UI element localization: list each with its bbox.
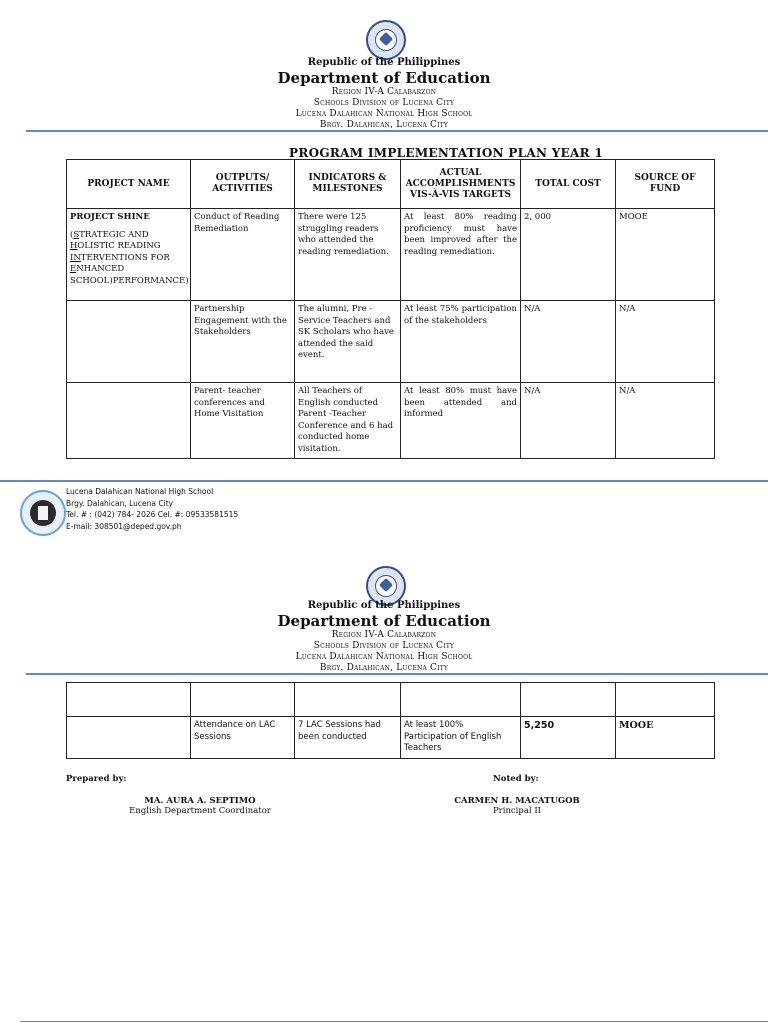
table-row	[67, 301, 715, 383]
activity-cell: Partnership Engagement with the Stakeholders	[191, 301, 295, 383]
plan-table-continued	[66, 682, 715, 759]
fund-cell: N/A	[616, 383, 715, 459]
empty-cell	[67, 717, 191, 759]
prepared-name: MA. AURA A. SEPTIMO	[144, 796, 256, 806]
activity-cell: Parent- teacher conferences and Home Visitation	[191, 383, 295, 459]
acronym-line: (STRATEGIC AND	[70, 229, 149, 240]
prepared-title: English Department Coordinator	[129, 806, 271, 816]
fund-cell: N/A	[616, 301, 715, 383]
accomplishment-cell: At least 100% Participation of English Teachers	[401, 717, 521, 759]
empty-cell	[67, 301, 191, 383]
division-text: Schools Division of Lucena City	[313, 98, 455, 108]
header-divider	[26, 130, 768, 132]
empty-cell	[191, 683, 295, 717]
acronym-line: HOLISTIC READING	[70, 241, 161, 251]
table-row	[67, 209, 715, 301]
cost-cell: N/A	[521, 301, 616, 383]
page1-letterhead	[0, 57, 768, 131]
address-text: Brgy. Dalahican, Lucena City	[319, 120, 449, 130]
department-title: Department of Education	[277, 612, 491, 630]
header-divider	[26, 673, 768, 675]
footer-address: Brgy. Dalahican, Lucena City	[66, 498, 174, 508]
prepared-label: Prepared by:	[66, 774, 127, 784]
page1-footer	[66, 486, 238, 532]
empty-cell	[67, 683, 191, 717]
activity-cell: Conduct of Reading Remediation	[191, 209, 295, 301]
school-text: Lucena Dalahican National High School	[295, 109, 473, 119]
region-text: Region IV-A Calabarzon	[331, 630, 437, 640]
col-header: PROJECT NAME	[67, 160, 191, 209]
accomplishment-cell: At least 75% participation of the stakeholders	[401, 301, 521, 383]
cost-cell: N/A	[521, 383, 616, 459]
region-text: Region IV-A Calabarzon	[331, 87, 437, 97]
fund-cell: MOOE	[616, 209, 715, 301]
table-row	[67, 383, 715, 459]
col-header: INDICATORS & MILESTONES	[295, 160, 401, 209]
col-header: TOTAL COST	[521, 160, 616, 209]
plan-table	[66, 159, 715, 459]
noted-signatory	[417, 796, 617, 816]
deped-seal-icon	[366, 20, 406, 60]
address-text: Brgy. Dalahican, Lucena City	[319, 663, 449, 673]
table-header-row	[67, 160, 715, 209]
division-text: Schools Division of Lucena City	[313, 641, 455, 651]
empty-cell	[616, 683, 715, 717]
col-header: SOURCE OF FUND	[616, 160, 715, 209]
empty-cell	[295, 683, 401, 717]
empty-cell	[401, 683, 521, 717]
acronym-line: SCHOOL)PERFORMANCE)	[70, 275, 189, 286]
plan-title: PROGRAM IMPLEMENTATION PLAN YEAR 1	[289, 146, 604, 160]
footer-email: E-mail: 308501@deped.gov.ph	[66, 521, 182, 531]
cost-cell: 5,250	[521, 717, 616, 759]
empty-cell	[521, 683, 616, 717]
footer-tel: Tel. # : (042) 784- 2026 Cel. #: 09533581515	[66, 510, 239, 519]
table-row	[67, 683, 715, 717]
acronym-line: ENHANCED	[70, 264, 125, 274]
indicator-cell: There were 125 struggling readers who attended the reading remediation.	[295, 209, 401, 301]
noted-label: Noted by:	[493, 774, 539, 784]
footer-school: Lucena Dalahican National High School	[66, 487, 214, 496]
empty-cell	[67, 383, 191, 459]
page2-letterhead	[0, 600, 768, 674]
table-row	[67, 717, 715, 759]
accomplishment-cell: At least 80% reading proficiency must have been improved after the reading remediation.	[401, 209, 521, 301]
bottom-divider	[20, 1021, 768, 1022]
acronym-line: INTERVENTIONS FOR	[70, 252, 170, 263]
indicator-cell: All Teachers of English conducted Parent -Teacher Conference and 6 had conducted home visitation.	[295, 383, 401, 459]
department-title: Department of Education	[277, 69, 491, 87]
school-text: Lucena Dalahican National High School	[295, 652, 473, 662]
indicator-cell: 7 LAC Sessions had been conducted	[295, 717, 401, 759]
noted-title: Principal II	[492, 806, 542, 816]
republic-text: Republic of the Philippines	[307, 57, 461, 68]
noted-name: CARMEN H. MACATUGOB	[454, 796, 580, 806]
republic-text: Republic of the Philippines	[307, 600, 461, 611]
accomplishment-cell: At least 80% must have been attended and informed	[401, 383, 521, 459]
activity-cell: Attendance on LAC Sessions	[191, 717, 295, 759]
col-header: ACTUAL ACCOMPLISHMENTS VIS-À-VIS TARGETS	[401, 160, 521, 209]
cost-cell: 2, 000	[521, 209, 616, 301]
project-name-cell	[67, 209, 191, 301]
col-header: OUTPUTS/ ACTIVITIES	[191, 160, 295, 209]
indicator-cell: The alumni, Pre - Service Teachers and SK Scholars who have attended the said event.	[295, 301, 401, 383]
footer-divider	[0, 480, 768, 482]
project-name: PROJECT SHINE	[70, 212, 150, 222]
school-logo-icon	[20, 490, 66, 536]
prepared-signatory	[100, 796, 300, 816]
fund-cell: MOOE	[616, 717, 715, 759]
